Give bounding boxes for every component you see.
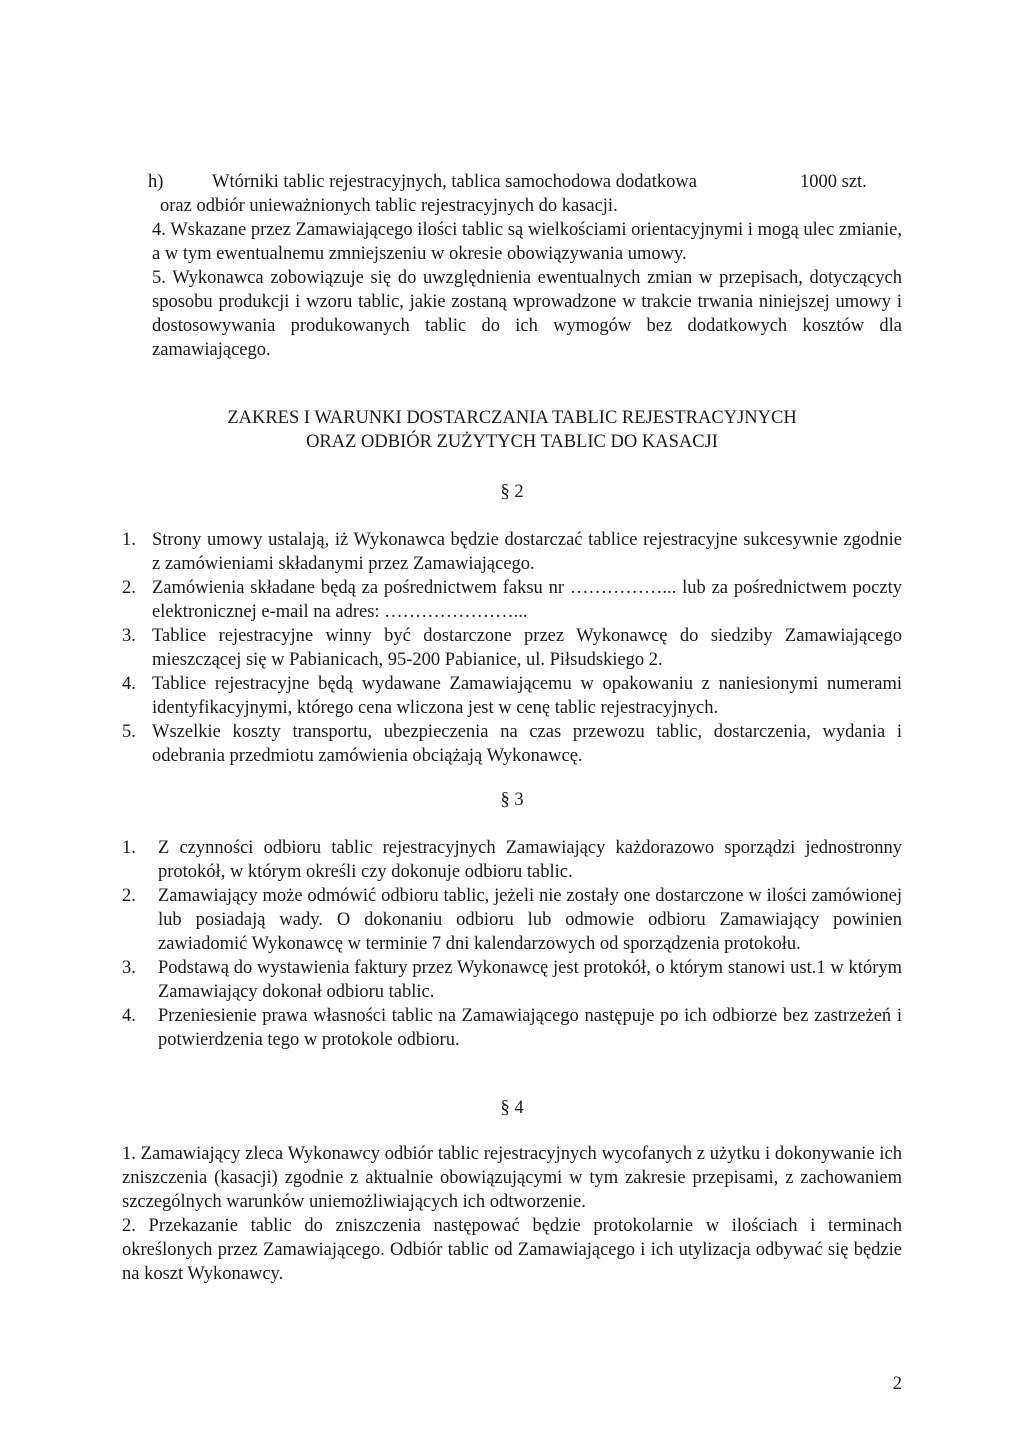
list-item xyxy=(122,624,902,672)
section-heading xyxy=(0,406,1024,454)
item-number: 4. xyxy=(122,674,136,694)
item-h-continuation: oraz odbiór unieważnionych tablic rejestracyjnych do kasacji. xyxy=(160,196,618,216)
section-2-mark: § 2 xyxy=(500,482,524,502)
intro-points xyxy=(152,218,902,362)
item-text: Podstawą do wystawienia faktury przez Wykonawcę jest protokół, o którym stanowi ust.1 w którym Zamawiający dokonał odbioru tablic. xyxy=(158,958,902,1002)
list-item xyxy=(122,884,902,956)
item-h-quantity: 1000 szt. xyxy=(800,172,867,192)
item-number: 1. xyxy=(122,530,136,550)
list-item xyxy=(122,528,902,576)
section-2-list xyxy=(122,528,902,768)
point-5: 5. Wykonawca zobowiązuje się do uwzględnienia ewentualnych zmian w przepisach, dotyczących sposobu produkcji i wzoru tablic, jakie zostaną wprowadzone w trakcie trwania niniejszej umowy i dostosowywania produkowanych tablic do ich wymogów bez dodatkowych kosztów dla zamawiającego. xyxy=(152,268,902,360)
section-4-mark: § 4 xyxy=(500,1098,524,1118)
item-text: Wszelkie koszty transportu, ubezpieczenia na czas przewozu tablic, dostarczenia, wydania i odebrania przedmiotu zamówienia obciążają Wykonawcę. xyxy=(152,722,902,766)
page-number: 2 xyxy=(892,1374,902,1394)
section-4-paragraph-2: 2. Przekazanie tablic do zniszczenia następować będzie protokolarnie w ilościach i terminach określonych przez Zamawiającego. Odbiór tablic od Zamawiającego i ich utylizacja odbywać się będzie na koszt Wykonawcy. xyxy=(122,1216,902,1284)
list-item xyxy=(122,956,902,1004)
item-h-label: h) xyxy=(148,172,164,192)
list-item xyxy=(122,1004,902,1052)
section-3-mark: § 3 xyxy=(500,790,524,810)
list-item xyxy=(122,672,902,720)
list-item xyxy=(122,836,902,884)
item-number: 3. xyxy=(122,958,136,978)
item-number: 3. xyxy=(122,626,136,646)
section-4-paragraph-1: 1. Zamawiający zleca Wykonawcy odbiór tablic rejestracyjnych wycofanych z użytku i dokonywanie ich zniszczenia (kasacji) zgodnie z aktualnie obowiązującymi w tym zakresie przepisami, z zachowaniem szczególnych warunków uniemożliwiających ich odtworzenie. xyxy=(122,1144,902,1212)
point-4: 4. Wskazane przez Zamawiającego ilości tablic są wielkościami orientacyjnymi i mogą ulec zmianie, a w tym ewentualnemu zmniejszeniu w okresie obowiązywania umowy. xyxy=(152,220,902,264)
item-text: Przeniesienie prawa własności tablic na Zamawiającego następuje po ich odbiorze bez zastrzeżeń i potwierdzenia tego w protokole odbioru. xyxy=(158,1006,902,1050)
item-h xyxy=(148,170,888,218)
item-number: 4. xyxy=(122,1006,136,1026)
heading-line-2: ORAZ ODBIÓR ZUŻYTYCH TABLIC DO KASACJI xyxy=(306,432,718,452)
list-item xyxy=(122,576,902,624)
item-text: Zamówienia składane będą za pośrednictwem faksu nr ……………... lub za pośrednictwem poczty elektronicznej e-mail na adres: …………………... xyxy=(152,578,902,622)
item-number: 1. xyxy=(122,838,136,858)
item-text: Zamawiający może odmówić odbioru tablic, jeżeli nie zostały one dostarczone w ilości zamówionej lub posiadają wady. O dokonaniu odbioru lub odmowie odbioru Zamawiający powinien zawiadomić Wykonawcę w terminie 7 dni kalendarzowych od sporządzenia protokołu. xyxy=(158,886,902,954)
item-text: Tablice rejestracyjne będą wydawane Zamawiającemu w opakowaniu z naniesionymi numerami identyfikacyjnymi, którego cena wliczona jest w cenę tablic rejestracyjnych. xyxy=(152,674,902,718)
item-number: 2. xyxy=(122,578,136,598)
item-number: 2. xyxy=(122,886,136,906)
item-text: Tablice rejestracyjne winny być dostarczone przez Wykonawcę do siedziby Zamawiającego mieszczącej się w Pabianicach, 95-200 Pabianice, ul. Piłsudskiego 2. xyxy=(152,626,902,670)
section-4-body xyxy=(122,1142,902,1286)
item-h-line xyxy=(148,170,888,194)
heading-line-1: ZAKRES I WARUNKI DOSTARCZANIA TABLIC REJESTRACYJNYCH xyxy=(227,408,797,428)
list-item xyxy=(122,720,902,768)
item-number: 5. xyxy=(122,722,136,742)
item-text: Strony umowy ustalają, iż Wykonawca będzie dostarczać tablice rejestracyjne sukcesywnie zgodnie z zamówieniami składanymi przez Zamawiającego. xyxy=(152,530,902,574)
item-text: Z czynności odbioru tablic rejestracyjnych Zamawiający każdorazowo sporządzi jednostronny protokół, w którym określi czy dokonuje odbioru tablic. xyxy=(158,838,902,882)
item-h-text: Wtórniki tablic rejestracyjnych, tablica samochodowa dodatkowa xyxy=(212,172,697,192)
section-3-list xyxy=(122,836,902,1052)
